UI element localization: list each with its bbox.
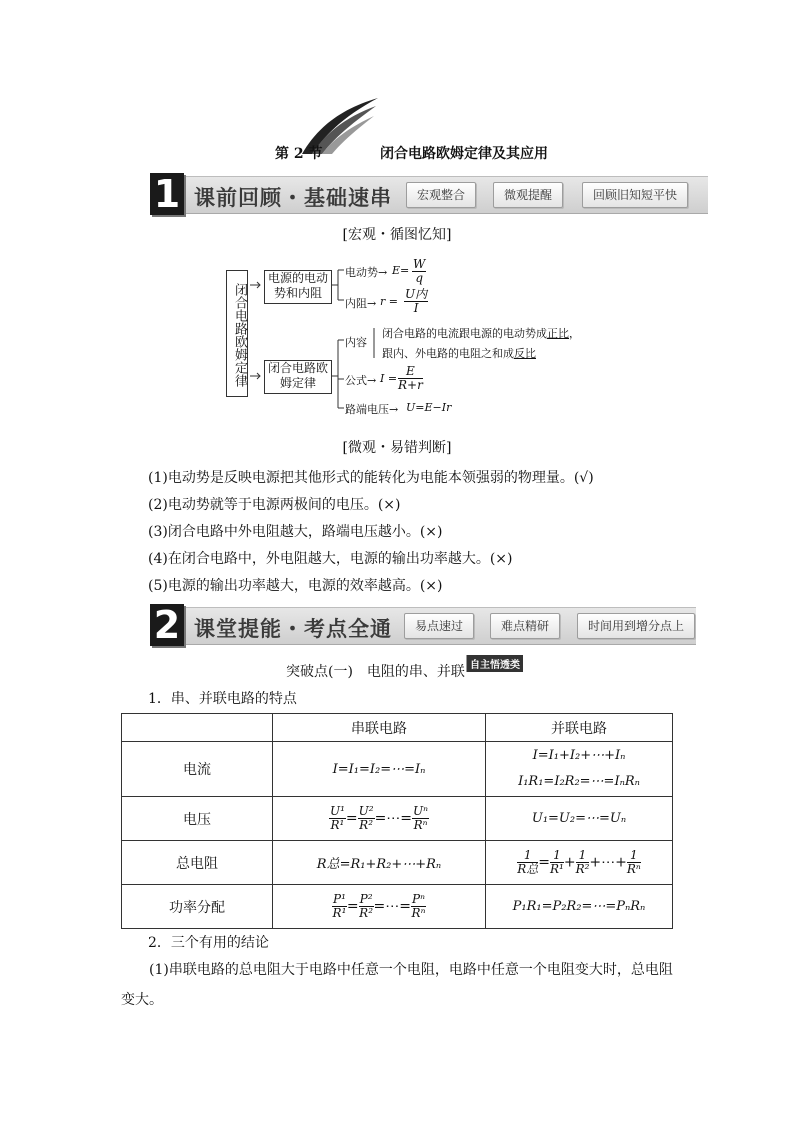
mind-map [222, 257, 622, 422]
section-title: 课前回顾・基础速串 [194, 186, 392, 210]
terminal-voltage-formula: U=E−Ir [406, 401, 452, 414]
judge-heading: [微观・易错判断] [342, 440, 452, 456]
root-node: 闭合电路欧姆定律 [226, 270, 248, 397]
macro-summary-button[interactable]: 宏观整合 [406, 182, 476, 208]
table-header-cell: 串联电路 [273, 714, 486, 742]
table-header-cell: 并联电路 [486, 714, 673, 742]
statement-4: (4)在闭合电路中，外电阻越大，电源的输出功率越大。(×) [148, 551, 513, 567]
content-line-2: 跟内、外电路的电阻之和成反比 [382, 347, 536, 360]
row-label: 电压 [122, 797, 273, 841]
parallel-resistance: $\frac{1}{\text{R总}}$ = $\frac{1}{\text{R¹}}$ + $\frac{1}{\text{R²}}$ +⋯+ $\frac{1}{\text{Rⁿ}}$ [486, 841, 673, 885]
row-label: 电流 [122, 742, 273, 797]
series-voltage: $\frac{\text{U¹}}{\text{R¹}}$ = $\frac{\text{U²}}{\text{R²}}$ =⋯= $\frac{\text{Uⁿ}}{\text{Rⁿ}}$ [273, 797, 486, 841]
section-number: 第 2 节 [275, 146, 323, 162]
statement-5: (5)电源的输出功率越大，电源的效率越高。(×) [148, 578, 443, 594]
statement-1: (1)电动势是反映电源把其他形式的能转化为电能本领强弱的物理量。(√) [148, 470, 594, 486]
node-emf-resistance: 电源的电动势和内阻 [264, 270, 332, 304]
table-header-cell [122, 714, 273, 742]
section-number-badge: 2 [150, 604, 184, 646]
parallel-current: I=I₁+I₂+⋯+Iₙ I₁R₁=I₂R₂=⋯=IₙRₙ [486, 742, 673, 797]
subheading-1: 1．串、并联电路的特点 [148, 691, 297, 707]
table-row [122, 885, 673, 929]
row-label: 功率分配 [122, 885, 273, 929]
series-resistance: R总=R₁+R₂+⋯+Rₙ [273, 841, 486, 885]
content-line-1: 闭合电路的电流跟电源的电动势成正比， [382, 327, 580, 340]
section-bar-2 [150, 603, 696, 647]
parallel-power: P₁R₁=P₂R₂=⋯=PₙRₙ [486, 885, 673, 929]
subheading-2: 2．三个有用的结论 [148, 935, 269, 951]
table-row [122, 797, 673, 841]
paragraph-1: (1)串联电路的总电阻大于电路中任意一个电阻，电路中任意一个电阻变大时，总电阻变大。 [121, 962, 673, 1008]
table-row [122, 742, 673, 797]
emf-label: 电动势→ [345, 266, 388, 279]
table-row [122, 841, 673, 885]
micro-reminder-button[interactable]: 微观提醒 [493, 182, 563, 208]
section-title: 课堂提能・考点全通 [194, 617, 392, 641]
self-study-badge: 自主悟透类 [466, 655, 523, 672]
parallel-voltage: U₁=U₂=⋯=Uₙ [486, 797, 673, 841]
series-parallel-table [121, 713, 673, 929]
easy-points-button[interactable]: 易点速过 [404, 613, 474, 639]
resistance-label: 内阻→ [345, 297, 377, 310]
table-header-row [122, 714, 673, 742]
formula-fraction: $\frac{E}{R+r}$ [398, 364, 423, 392]
series-power: $\frac{\text{P¹}}{\text{R¹}}$ = $\frac{\text{P²}}{\text{R²}}$ =⋯= $\frac{\text{Pⁿ}}{\text{Rⁿ}}$ [273, 885, 486, 929]
terminal-voltage-label: 路端电压→ [345, 403, 399, 416]
content-label: 内容 [345, 336, 367, 349]
formula-lhs: I = [380, 372, 398, 385]
resistance-fraction: U内 I [405, 287, 428, 315]
statement-3: (3)闭合电路中外电阻越大，路端电压越小。(×) [148, 524, 443, 540]
breakthrough-title: 突破点(一) 电阻的串、并联 [286, 664, 465, 680]
series-current: I=I₁=I₂=⋯=Iₙ [273, 742, 486, 797]
review-button[interactable]: 回顾旧知短平快 [582, 182, 688, 208]
time-well-spent-button[interactable]: 时间用到增分点上 [577, 613, 695, 639]
resistance-formula: r = [380, 295, 398, 308]
mindmap-heading: [宏观・循图忆知] [342, 227, 452, 243]
page-title: 闭合电路欧姆定律及其应用 [380, 146, 548, 162]
emf-fraction: $\frac{W}{q}$ [413, 257, 426, 285]
row-label: 总电阻 [122, 841, 273, 885]
hard-points-button[interactable]: 难点精研 [490, 613, 560, 639]
statement-2: (2)电动势就等于电源两极间的电压。(×) [148, 497, 401, 513]
formula-label: 公式→ [345, 374, 377, 387]
section-number-badge: 1 [150, 173, 184, 215]
emf-formula: E= [392, 264, 410, 277]
section-bar-1 [150, 172, 708, 216]
node-ohm-law: 闭合电路欧姆定律 [264, 360, 332, 394]
